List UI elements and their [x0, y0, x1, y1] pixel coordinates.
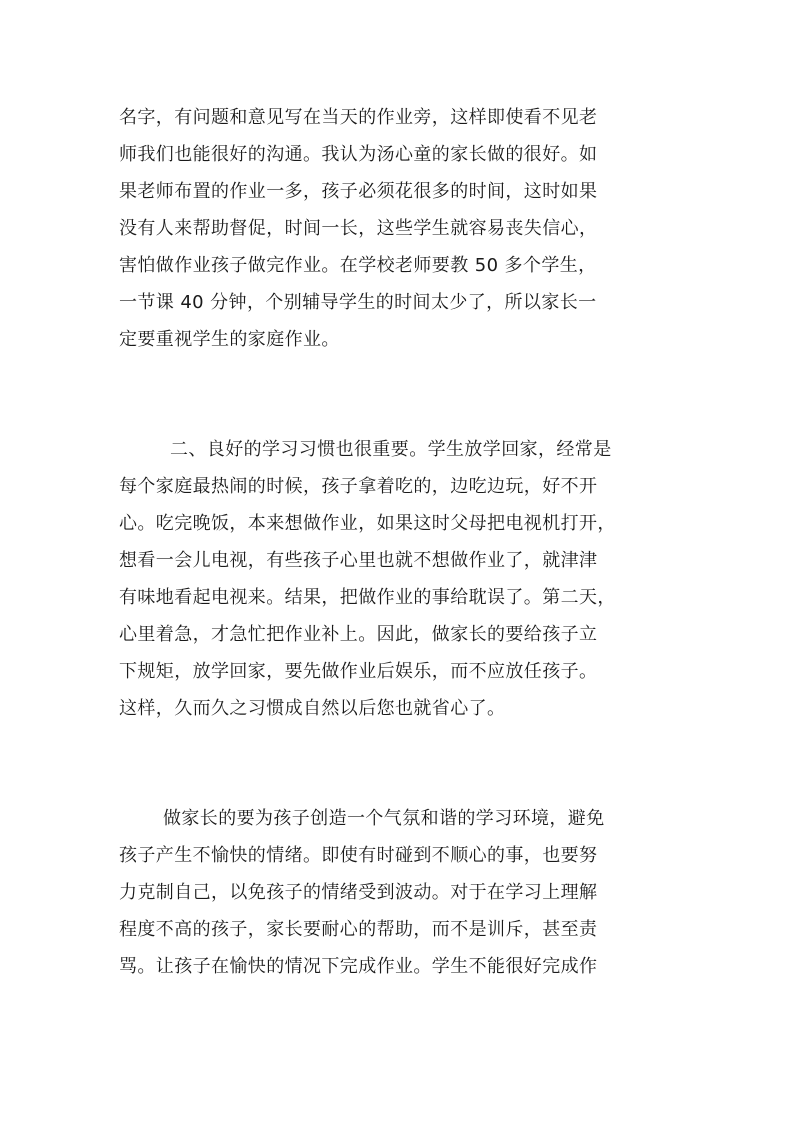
text-line: 想看一会儿电视，有些孩子心里也就不想做作业了，就津津 — [119, 550, 598, 571]
text-line: 有味地看起电视来。结果，把做作业的事给耽误了。第二天， — [119, 587, 616, 608]
text-line: 心。吃完晚饭，本来想做作业，如果这时父母把电视机打开， — [119, 513, 616, 534]
text-line: 没有人来帮助督促，时间一长，这些学生就容易丧失信心， — [119, 218, 598, 239]
text-line: 每个家庭最热闹的时候，孩子拿着吃的，边吃边玩，好不开 — [119, 476, 598, 497]
text-line: 程度不高的孩子，家长要耐心的帮助，而不是训斥，甚至责 — [119, 919, 598, 940]
text-line: 定要重视学生的家庭作业。 — [119, 329, 340, 350]
text-line: 下规矩，放学回家，要先做作业后娱乐，而不应放任孩子。 — [119, 661, 598, 682]
text-line: 做家长的要为孩子创造一个气氛和谐的学习环境，避免 — [163, 808, 605, 829]
text-line: 心里着急，才急忙把作业补上。因此，做家长的要给孩子立 — [119, 624, 598, 645]
text-line: 这样，久而久之习惯成自然以后您也就省心了。 — [119, 698, 506, 719]
text-line: 二、良好的学习习惯也很重要。学生放学回家，经常是 — [170, 439, 612, 460]
text-line: 一节课 40 分钟，个别辅导学生的时间太少了，所以家长一 — [119, 292, 597, 313]
text-line: 名字，有问题和意见写在当天的作业旁，这样即使看不见老 — [119, 107, 598, 128]
text-line: 果老师布置的作业一多，孩子必须花很多的时间，这时如果 — [119, 181, 598, 202]
text-line: 孩子产生不愉快的情绪。即使有时碰到不顺心的事，也要努 — [119, 845, 598, 866]
text-line: 力克制自己，以免孩子的情绪受到波动。对于在学习上理解 — [119, 882, 598, 903]
text-line: 害怕做作业孩子做完作业。在学校老师要教 50 多个学生， — [119, 255, 597, 276]
text-line: 师我们也能很好的沟通。我认为汤心童的家长做的很好。如 — [119, 144, 598, 165]
text-line: 骂。让孩子在愉快的情况下完成作业。学生不能很好完成作 — [119, 956, 598, 977]
